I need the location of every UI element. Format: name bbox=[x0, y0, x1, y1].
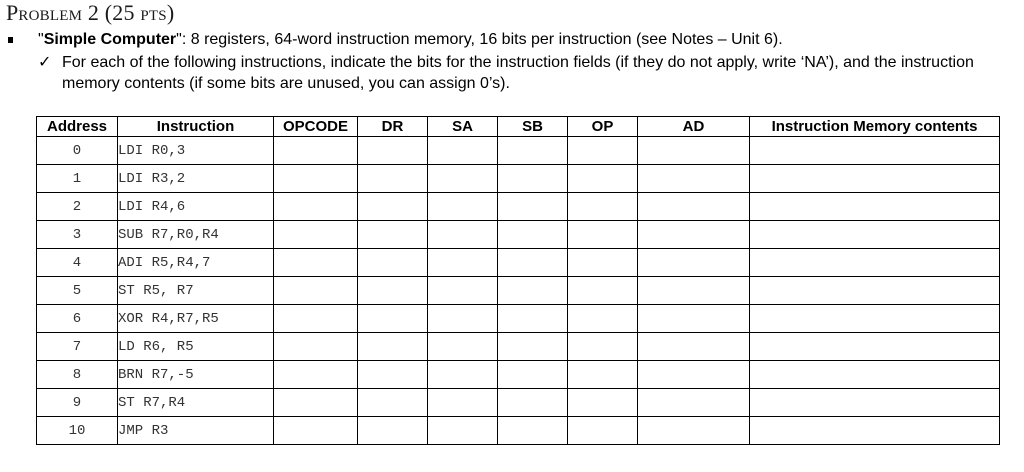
sa-cell[interactable] bbox=[428, 305, 498, 333]
table-row bbox=[37, 249, 1000, 277]
ad-cell[interactable] bbox=[638, 277, 750, 305]
sa-cell[interactable] bbox=[428, 333, 498, 361]
op-cell[interactable] bbox=[568, 165, 638, 193]
op-cell[interactable] bbox=[568, 193, 638, 221]
op-cell[interactable] bbox=[568, 137, 638, 165]
address-cell: 6 bbox=[37, 305, 118, 333]
table-row bbox=[37, 277, 1000, 305]
dr-cell[interactable] bbox=[358, 333, 428, 361]
table-row bbox=[37, 417, 1000, 445]
table-row bbox=[37, 389, 1000, 417]
memory-contents-cell[interactable] bbox=[750, 361, 1000, 389]
address-cell: 3 bbox=[37, 221, 118, 249]
sb-cell[interactable] bbox=[498, 137, 568, 165]
instruction-cell: LDI R4,6 bbox=[118, 193, 274, 221]
sb-cell[interactable] bbox=[498, 193, 568, 221]
sb-cell[interactable] bbox=[498, 277, 568, 305]
dr-cell[interactable] bbox=[358, 137, 428, 165]
address-cell: 10 bbox=[37, 417, 118, 445]
ad-cell[interactable] bbox=[638, 361, 750, 389]
sa-cell[interactable] bbox=[428, 417, 498, 445]
bullet-text: "Simple Computer": 8 registers, 64-word instruction memory, 16 bits per instruction (see Notes – Unit 6). bbox=[38, 31, 783, 48]
square-bullet-icon bbox=[8, 37, 13, 43]
problem-title bbox=[6, 0, 174, 26]
address-cell: 2 bbox=[37, 193, 118, 221]
ad-cell[interactable] bbox=[638, 305, 750, 333]
instruction-cell: ADI R5,R4,7 bbox=[118, 249, 274, 277]
opcode-cell[interactable] bbox=[274, 137, 358, 165]
dr-cell[interactable] bbox=[358, 417, 428, 445]
sb-cell[interactable] bbox=[498, 165, 568, 193]
column-header-ad: AD bbox=[638, 117, 750, 137]
column-header-dr: DR bbox=[358, 117, 428, 137]
column-header-opcode: OPCODE bbox=[274, 117, 358, 137]
instruction-cell: SUB R7,R0,R4 bbox=[118, 221, 274, 249]
instruction-cell: XOR R4,R7,R5 bbox=[118, 305, 274, 333]
table-row bbox=[37, 221, 1000, 249]
sb-cell[interactable] bbox=[498, 221, 568, 249]
memory-contents-cell[interactable] bbox=[750, 221, 1000, 249]
table-row bbox=[37, 165, 1000, 193]
column-header-sb: SB bbox=[498, 117, 568, 137]
column-header-op: OP bbox=[568, 117, 638, 137]
instruction-text: For each of the following instructions, indicate the bits for the instruction fields (if they do not apply, write ‘NA’), and the instruction memory contents (if some bits are unused, you can assign 0’s). bbox=[62, 54, 974, 92]
sa-cell[interactable] bbox=[428, 277, 498, 305]
ad-cell[interactable] bbox=[638, 389, 750, 417]
column-header-instruction-memory-contents: Instruction Memory contents bbox=[750, 117, 1000, 137]
table-row bbox=[37, 305, 1000, 333]
op-cell[interactable] bbox=[568, 305, 638, 333]
sa-cell[interactable] bbox=[428, 221, 498, 249]
address-cell: 9 bbox=[37, 389, 118, 417]
memory-contents-cell[interactable] bbox=[750, 277, 1000, 305]
memory-contents-cell[interactable] bbox=[750, 417, 1000, 445]
ad-cell[interactable] bbox=[638, 249, 750, 277]
opcode-cell[interactable] bbox=[274, 221, 358, 249]
instruction-cell: LDI R3,2 bbox=[118, 165, 274, 193]
sa-cell[interactable] bbox=[428, 249, 498, 277]
op-cell[interactable] bbox=[568, 361, 638, 389]
sb-cell[interactable] bbox=[498, 249, 568, 277]
memory-contents-cell[interactable] bbox=[750, 193, 1000, 221]
ad-cell[interactable] bbox=[638, 417, 750, 445]
dr-cell[interactable] bbox=[358, 389, 428, 417]
address-cell: 5 bbox=[37, 277, 118, 305]
sa-cell[interactable] bbox=[428, 137, 498, 165]
opcode-cell[interactable] bbox=[274, 361, 358, 389]
instruction-cell: JMP R3 bbox=[118, 417, 274, 445]
memory-contents-cell[interactable] bbox=[750, 389, 1000, 417]
table-body bbox=[37, 137, 1000, 445]
opcode-cell[interactable] bbox=[274, 165, 358, 193]
dr-cell[interactable] bbox=[358, 193, 428, 221]
column-header-sa: SA bbox=[428, 117, 498, 137]
sb-cell[interactable] bbox=[498, 333, 568, 361]
bullet-bold-label: Simple Computer bbox=[43, 31, 177, 48]
problem-title-text: Problem 2 bbox=[6, 0, 100, 25]
column-header-address: Address bbox=[37, 117, 118, 137]
memory-contents-cell[interactable] bbox=[750, 249, 1000, 277]
instruction-cell: LDI R0,3 bbox=[118, 137, 274, 165]
address-cell: 8 bbox=[37, 361, 118, 389]
address-cell: 4 bbox=[37, 249, 118, 277]
memory-contents-cell[interactable] bbox=[750, 305, 1000, 333]
address-cell: 1 bbox=[37, 165, 118, 193]
sa-cell[interactable] bbox=[428, 165, 498, 193]
ad-cell[interactable] bbox=[638, 193, 750, 221]
ad-cell[interactable] bbox=[638, 333, 750, 361]
instruction-table bbox=[36, 116, 1000, 445]
instruction-cell: ST R5, R7 bbox=[118, 277, 274, 305]
sb-cell[interactable] bbox=[498, 305, 568, 333]
ad-cell[interactable] bbox=[638, 221, 750, 249]
sa-cell[interactable] bbox=[428, 361, 498, 389]
memory-contents-cell[interactable] bbox=[750, 165, 1000, 193]
bullet-description: : 8 registers, 64-word instruction memory, 16 bits per instruction (see Notes – Unit 6). bbox=[181, 31, 783, 48]
checkmark-icon: ✓ bbox=[38, 52, 52, 71]
dr-cell[interactable] bbox=[358, 249, 428, 277]
opcode-cell[interactable] bbox=[274, 277, 358, 305]
address-cell: 7 bbox=[37, 333, 118, 361]
ad-cell[interactable] bbox=[638, 137, 750, 165]
table-row bbox=[37, 193, 1000, 221]
dr-cell[interactable] bbox=[358, 361, 428, 389]
memory-contents-cell[interactable] bbox=[750, 333, 1000, 361]
instruction-cell: BRN R7,-5 bbox=[118, 361, 274, 389]
dr-cell[interactable] bbox=[358, 305, 428, 333]
problem-points: (25 pts) bbox=[104, 0, 175, 25]
dr-cell[interactable] bbox=[358, 165, 428, 193]
op-cell[interactable] bbox=[568, 417, 638, 445]
instruction-cell: LD R6, R5 bbox=[118, 333, 274, 361]
sb-cell[interactable] bbox=[498, 361, 568, 389]
op-cell[interactable] bbox=[568, 277, 638, 305]
dr-cell[interactable] bbox=[358, 221, 428, 249]
dr-cell[interactable] bbox=[358, 277, 428, 305]
sb-cell[interactable] bbox=[498, 417, 568, 445]
opcode-cell[interactable] bbox=[274, 249, 358, 277]
address-cell: 0 bbox=[37, 137, 118, 165]
table-row bbox=[37, 137, 1000, 165]
instruction-cell: ST R7,R4 bbox=[118, 389, 274, 417]
op-cell[interactable] bbox=[568, 333, 638, 361]
table-row bbox=[37, 361, 1000, 389]
opcode-cell[interactable] bbox=[274, 417, 358, 445]
opcode-cell[interactable] bbox=[274, 193, 358, 221]
ad-cell[interactable] bbox=[638, 165, 750, 193]
sb-cell[interactable] bbox=[498, 389, 568, 417]
opcode-cell[interactable] bbox=[274, 389, 358, 417]
op-cell[interactable] bbox=[568, 221, 638, 249]
op-cell[interactable] bbox=[568, 389, 638, 417]
opcode-cell[interactable] bbox=[274, 305, 358, 333]
table-header-row bbox=[37, 117, 1000, 137]
sa-cell[interactable] bbox=[428, 389, 498, 417]
column-header-instruction: Instruction bbox=[118, 117, 274, 137]
memory-contents-cell[interactable] bbox=[750, 137, 1000, 165]
sa-cell[interactable] bbox=[428, 193, 498, 221]
table-row bbox=[37, 333, 1000, 361]
opcode-cell[interactable] bbox=[274, 333, 358, 361]
op-cell[interactable] bbox=[568, 249, 638, 277]
